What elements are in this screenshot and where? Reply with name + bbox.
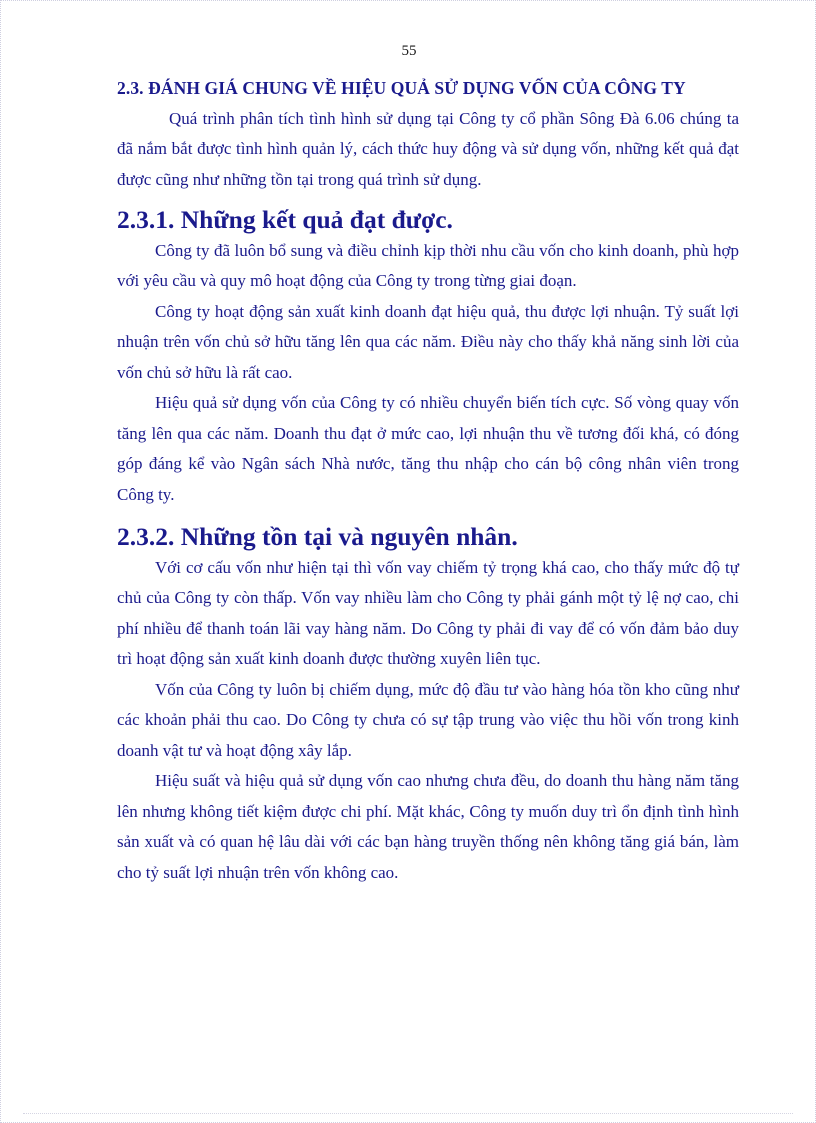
spacer (117, 510, 739, 522)
results-paragraph: Công ty đã luôn bổ sung và điều chỉnh kịp thời nhu cầu vốn cho kinh doanh, phù hợp với yêu cầu và quy mô hoạt động của Công ty trong từng giai đoạn. (117, 240, 739, 290)
limitations-paragraph: Hiệu suất và hiệu quả sử dụng vốn cao nhưng chưa đều, do doanh thu hàng năm tăng lên nhưng không tiết kiệm được chi phí. Mặt khác, Công ty muốn duy trì ổn định tình hình sản xuất và có quan hệ lâu dài với các bạn hàng truyền thống nên không tăng giá bán, làm cho tỷ suất lợi nhuận trên vốn không cao. (117, 771, 739, 882)
limitations-paragraph: Với cơ cấu vốn như hiện tại thì vốn vay chiếm tỷ trọng khá cao, cho thấy mức độ tự chủ của Công ty còn thấp. Vốn vay nhiều làm cho Công ty phải gánh một tỷ lệ nợ cao, chi phí nhiều để thanh toán lãi vay hàng năm. Do Công ty phải đi vay để có vốn đảm bảo duy trì hoạt động sản xuất kinh doanh được thường xuyên liên tục. (117, 557, 739, 668)
footer-divider (23, 1113, 793, 1114)
section-heading: 2.3. ĐÁNH GIÁ CHUNG VỀ HIỆU QUẢ SỬ DỤNG VỐN CỦA CÔNG TY (117, 78, 686, 98)
section-intro-paragraph: Quá trình phân tích tình hình sử dụng tại Công ty cổ phần Sông Đà 6.06 chúng ta đã nắm bắt được tình hình quản lý, cách thức huy động và sử dụng vốn, những kết quả đạt được cũng như những tồn tại trong quá trình sử dụng. (117, 108, 739, 189)
page-content (117, 73, 739, 888)
results-paragraph: Công ty hoạt động sản xuất kinh doanh đạt hiệu quả, thu được lợi nhuận. Tỷ suất lợi nhuận trên vốn chủ sở hữu tăng lên qua các năm. Điều này cho thấy khả năng sinh lời của vốn chủ sở hữu là rất cao. (117, 301, 739, 382)
results-heading: 2.3.1. Những kết quả đạt được. (117, 205, 453, 234)
page-number: 55 (401, 43, 417, 59)
spacer (117, 195, 739, 205)
limitations-heading: 2.3.2. Những tồn tại và nguyên nhân. (117, 522, 518, 551)
limitations-paragraph: Vốn của Công ty luôn bị chiếm dụng, mức độ đầu tư vào hàng hóa tồn kho cũng như các khoản phải thu cao. Do Công ty chưa có sự tập trung vào việc thu hồi vốn trong kinh doanh vật tư và hoạt động xây lắp. (117, 679, 739, 760)
results-paragraph: Hiệu quả sử dụng vốn của Công ty có nhiều chuyển biến tích cực. Số vòng quay vốn tăng lên qua các năm. Doanh thu đạt ở mức cao, lợi nhuận thu về tương đối khá, có đóng góp đáng kể vào Ngân sách Nhà nước, tăng thu nhập cho cán bộ công nhân viên trong Công ty. (117, 393, 739, 504)
